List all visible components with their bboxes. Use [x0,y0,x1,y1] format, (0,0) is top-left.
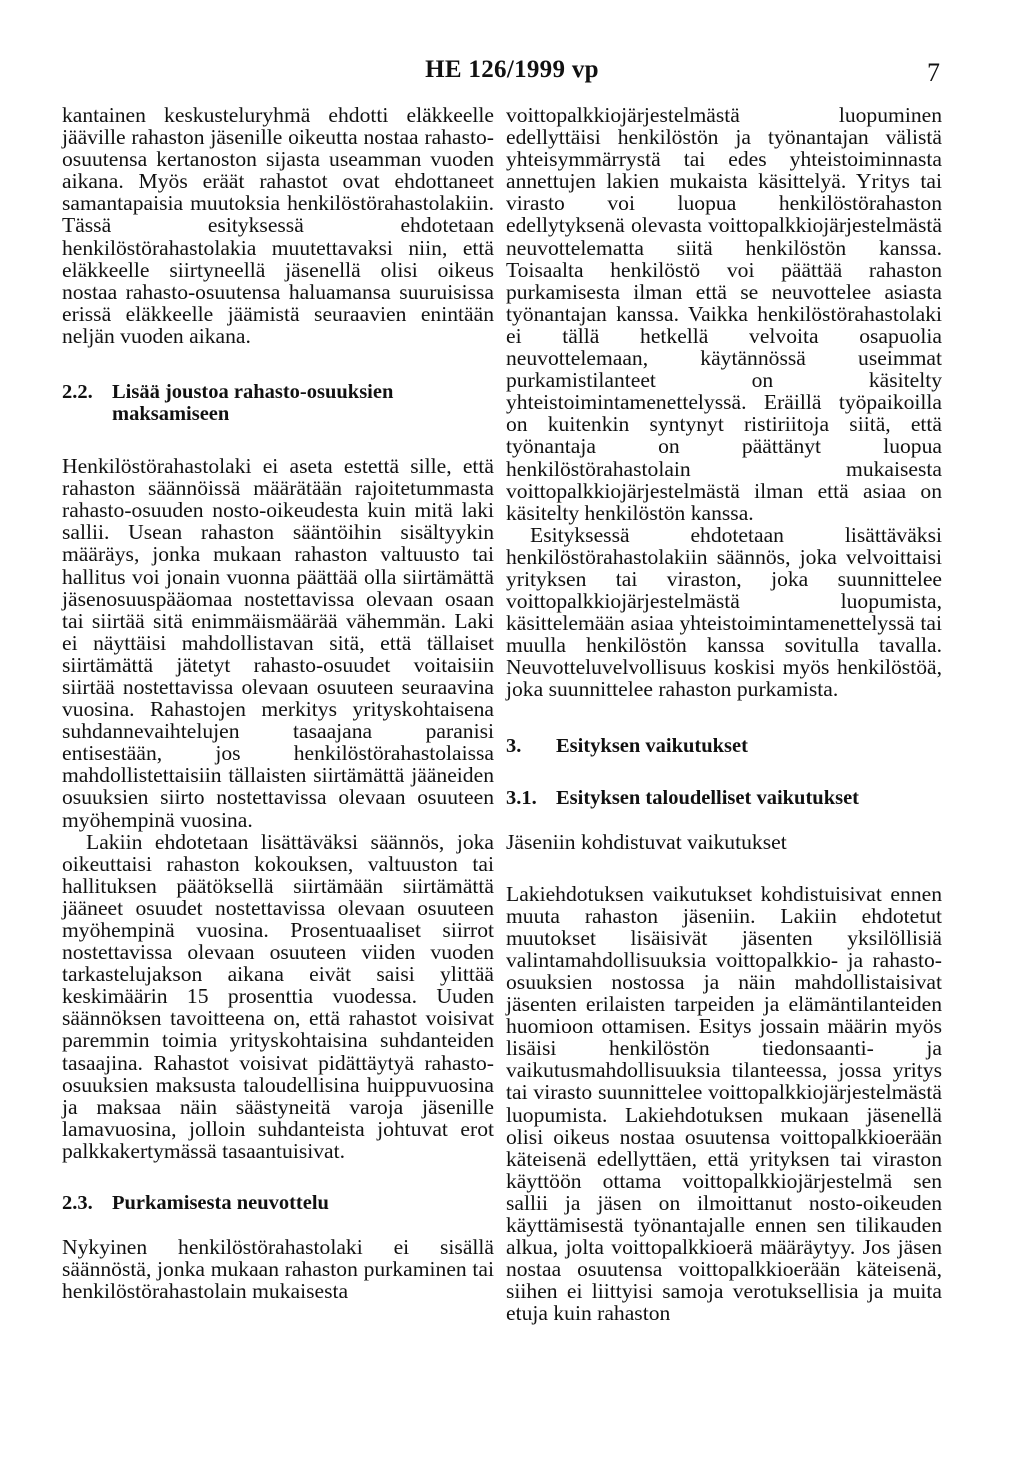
paragraph: Lakiehdotuksen vaikutukset kohdistuisivat ennen muuta rahaston jäseniin. Lakiin ehdotetut muutokset lisäisivät jäsenten yksilöllisiä valintamahdollisuuksia voittopalkkio- ja rahasto-osuuksien nostossa ja näin mahdollistaisivat jäsenten erilaisten tarpeiden ja elämäntilanteiden huomioon ottamisen. Esitys jossain määrin myös lisäisi henkilöstön tiedonsaanti- ja vaikutusmahdollisuuksia tilanteessa, jossa yritys tai virasto suunnittelee voittopalkkiojärjestelmästä luopumista. Lakiehdotuksen mukaan jäsenellä olisi oikeus nostaa osuutensa voittopalkkioerään käteisenä edellyttäen, että yrityksen tai viraston käyttöön ottama voittopalkkiojärjestelmä sen sallii ja jäsen on ilmoittanut nosto-oikeuden käyttämisestä työnantajalle ennen sen tilikauden alkua, jolta voittopalkkioerä määräytyy. Jos jäsen nostaa osuutensa voittopalkkioerään käteisenä, siihen ei liittyisi samoja verotuksellisia ja muita etuja kuin rahaston [506,881,942,1326]
left-column [62,104,494,1302]
section-heading-3-1 [506,787,942,809]
page-number: 7 [927,58,940,87]
section-title: Esityksen vaikutukset [556,734,748,757]
section-title: Lisää joustoa rahasto-osuuksien maksamiseen [112,381,394,426]
section-heading-2-3 [62,1192,494,1214]
document-id: HE 126/1999 vp [425,56,599,83]
section-number: 2.2. [62,381,93,404]
paragraph: Esityksessä ehdotetaan lisättäväksi henkilöstörahastolakiin säännös, joka velvoittaisi yrityksen tai viraston, joka suunnittelee voittopalkkiojärjestelmästä luopumista, käsittelemään asiaa yhteistoimintamenettelyssä tai muulla henkilöstön kanssa sovitulla tavalla. Neuvotteluvelvollisuus koskisi myös henkilöstöä, joka suunnittelee rahaston purkamista. [506,522,942,702]
section-title: Esityksen taloudelliset vaikutukset [556,786,859,809]
section-number: 3.1. [506,786,537,809]
section-title: Purkamisesta neuvottelu [112,1192,329,1215]
right-column [506,104,942,1325]
page-header [0,56,1024,92]
section-heading-2-2 [62,381,494,425]
section-heading-3 [506,735,942,757]
paragraph: Lakiin ehdotetaan lisättäväksi säännös, joka oikeuttaisi rahaston kokouksen, valtuuston tai hallituksen päätöksellä siirtämään siirtämättä jääneet osuudet nostettavissa olevaan osuuteen myöhempinä vuosina. Prosentuaaliset siirrot nostettavissa olevaan osuuteen viiden vuoden tarkastelujakson aikana eivät saisi ylittää keskimäärin 15 prosenttia vuodessa. Uuden säännöksen tavoitteena on, että rahastot voisivat paremmin toimia yrityskohtaisina suhdanteiden tasaajina. Rahastot voisivat pidättäytyä rahasto-osuuksien maksusta taloudellisina huippuvuosina ja maksaa näin säästyneitä varoja jäsenille lamavuosina, jolloin suhdanteista johtuvat erot palkkakertymässä tasaantuisivat. [62,829,494,1163]
subheading: Jäseniin kohdistuvat vaikutukset [506,829,787,854]
section-number: 3. [506,734,522,757]
paragraph: kantainen keskusteluryhmä ehdotti eläkkeelle jääville rahaston jäsenille oikeutta nostaa rahasto-osuutensa kertanoston sijasta useamman vuoden aikana. Myös eräät rahastot ovat ehdottaneet samantapaisia muutoksia henkilöstörahastolakiin. Tässä esityksessä ehdotetaan henkilöstörahastolakia muutettavaksi niin, että eläkkeelle siirtyneellä jäsenellä olisi oikeus nostaa rahasto-osuutensa haluamansa suuruisissa erissä eläkkeelle jäämistä seuraavien enintään neljän vuoden aikana. [62,103,494,348]
paragraph: Henkilöstörahastolaki ei aseta estettä sille, että rahaston säännöissä määrätään rajoitetummasta rahasto-osuuden nosto-oikeudesta kuin mitä laki sallii. Usean rahaston sääntöihin sisältyykin määräys, jonka mukaan rahaston valtuusto tai hallitus voi jonain vuonna päättää olla siirtämättä jäsenosuuspääomaa nostettavissa olevaan osaan tai siirtää sitä enimmäismäärää vähemmän. Laki ei näyttäisi mahdollistavan sitä, että tällaiset siirtämättä jätetyt rahasto-osuudet voitaisiin siirtää nostettavissa olevaan osuuteen seuraavina vuosina. Rahastojen merkitys yrityskohtaisena suhdannevaihtelujen tasaajana paranisi entisestään, jos henkilöstörahastolaissa mahdollistettaisiin tällaisten siirtämättä jääneiden osuuksien siirto nostettavissa olevaan osuuteen myöhempinä vuosina. [62,454,494,832]
paragraph: voittopalkkiojärjestelmästä luopuminen edellyttäisi henkilöstön ja työnantajan välistä yhteisymmärrystä tai edes yhteistoiminnasta annettujen lakien mukaista käsittelyä. Yritys tai virasto voi luopua henkilöstörahaston edellytyksenä olevasta voittopalkkiojärjestelmästä neuvottelematta siitä henkilöstön kanssa. Toisaalta henkilöstö voi päättää rahaston purkamisesta ilman että se neuvottelee asiasta työnantajan kanssa. Vaikka henkilöstörahastolaki ei tällä hetkellä velvoita osapuolia neuvottelemaan, käytännössä useimmat purkamistilanteet on käsitelty yhteistoimintamenettelyssä. Eräillä työpaikoilla on kuitenkin syntynyt ristiriitoja siitä, että työnantaja on päättänyt luopua henkilöstörahastolain mukaisesta voittopalkkiojärjestelmästä ilman että asiaa on käsitelty henkilöstön kanssa. [506,103,942,525]
section-number: 2.3. [62,1192,93,1215]
paragraph: Nykyinen henkilöstörahastolaki ei sisällä säännöstä, jonka mukaan rahaston purkaminen tai henkilöstörahastolain mukaisesta [62,1235,494,1304]
